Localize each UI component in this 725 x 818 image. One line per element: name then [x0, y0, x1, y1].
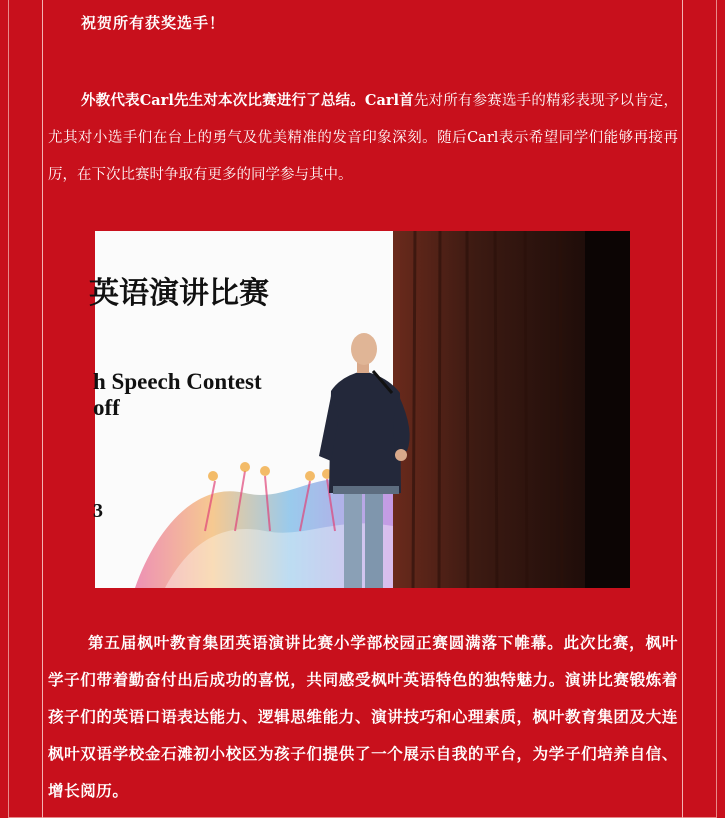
banner-english-subtitle: off: [93, 395, 120, 420]
paragraph-carl-summary-bold: 外教代表Carl先生对本次比赛进行了总结。Carl首: [81, 92, 414, 109]
speech-contest-photo: [89, 231, 630, 588]
banner-english-title: h Speech Contest: [93, 369, 262, 394]
congrats-line: 祝贺所有获奖选手！: [81, 14, 226, 32]
paragraph-carl-summary-rest: 先对所有参赛选手的精彩表现予以肯定，尤其对小选手们在台上的勇气及优美精准的发音印象深刻。随后Carl表示希望同学们能够再接再厉，在下次比赛时争取有更多的同学参与其中。: [48, 93, 678, 183]
banner-chinese-title: 英语演讲比赛: [89, 276, 269, 311]
banner-number: 3: [93, 500, 103, 522]
paragraph-carl-summary: [48, 82, 678, 194]
paragraph-contest-summary: 第五届枫叶教育集团英语演讲比赛小学部校园正赛圆满落下帷幕。此次比赛，枫叶学子们带着勤奋付出后成功的喜悦，共同感受枫叶英语特色的独特魅力。演讲比赛锻炼着孩子们的英语口语表达能力、逻辑思维能力、演讲技巧和心理素质，枫叶教育集团及大连枫叶双语学校金石滩初小校区为孩子们提供了一个展示自我的平台，为学子们培养自信、增长阅历。: [48, 633, 678, 800]
